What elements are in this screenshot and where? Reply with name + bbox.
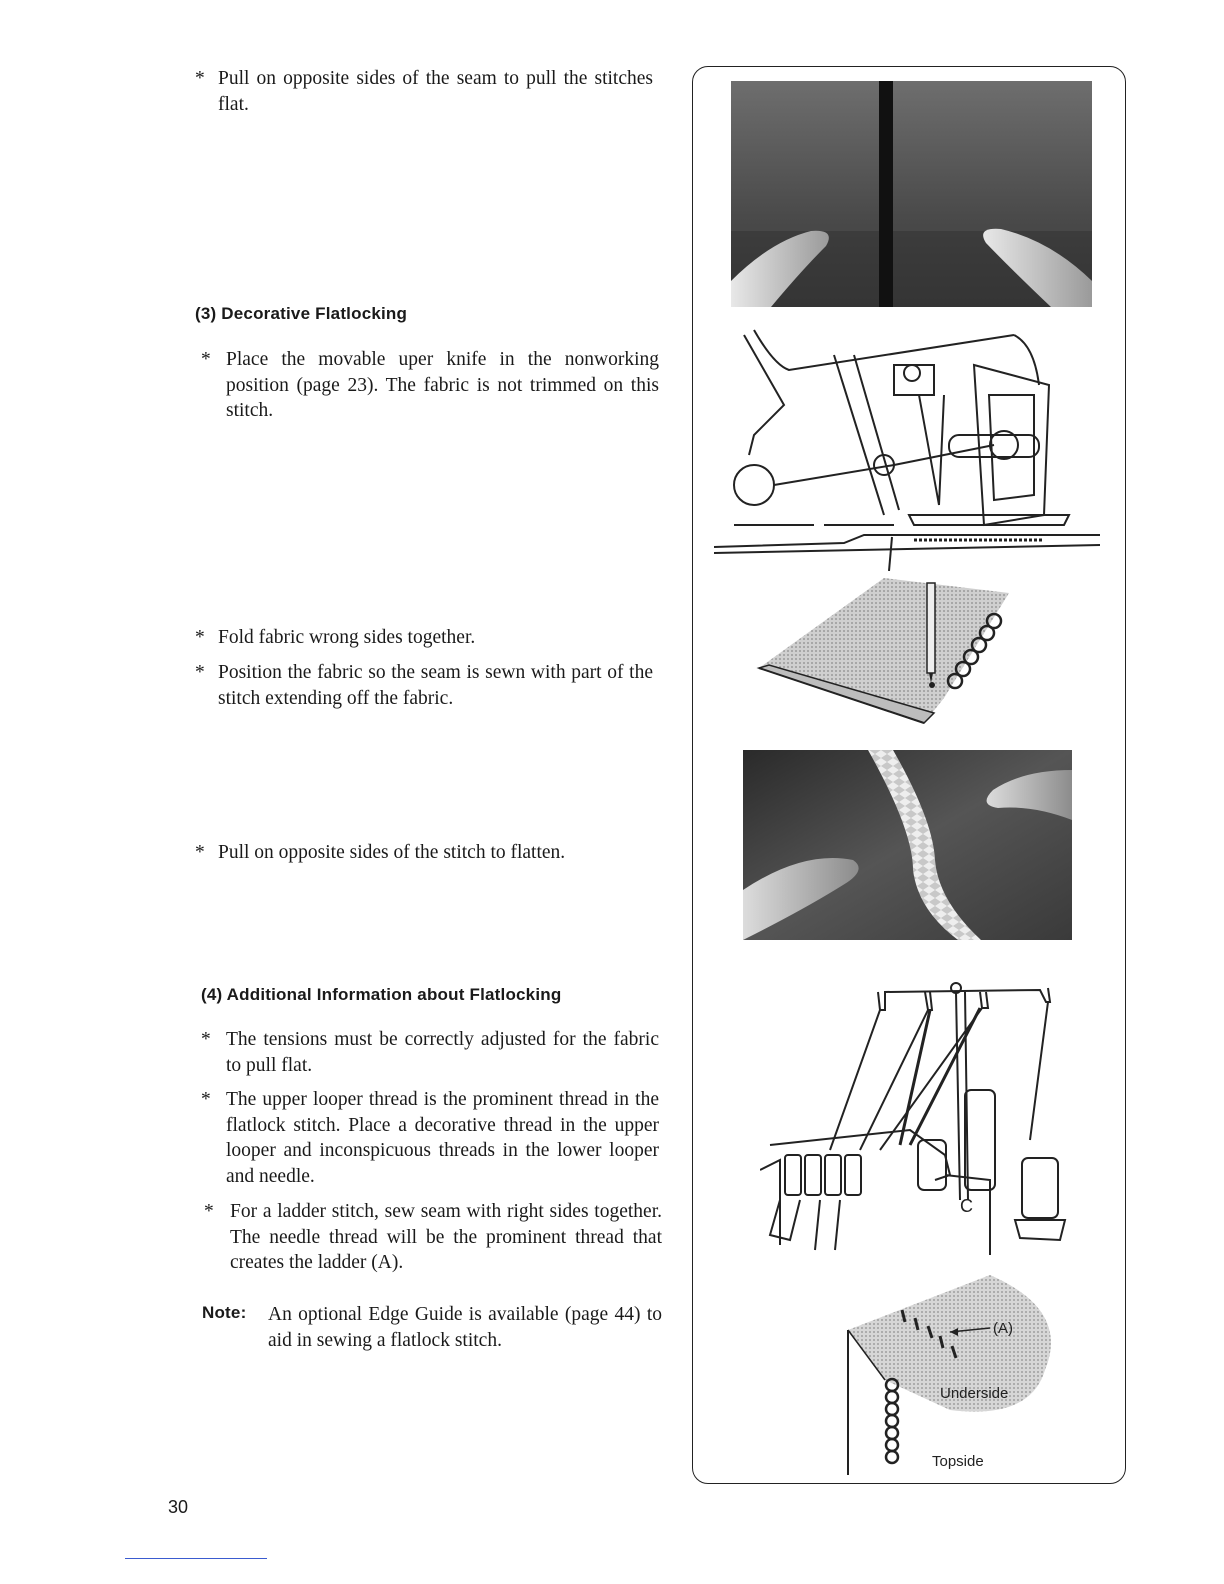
section-4-bullet-1	[201, 1027, 659, 1078]
bullet-text: Place the movable uper knife in the nonworking position (page 23). The fabric is not trimmed on this stitch.	[226, 349, 659, 421]
section-3-bullet-4	[195, 840, 653, 866]
photo-pull-seam-flat	[731, 81, 1092, 307]
bullet-star: *	[195, 68, 205, 89]
bullet-text: The tensions must be correctly adjusted for the fabric to pull flat.	[226, 1029, 659, 1076]
bullet-text: The upper looper thread is the prominent thread in the flatlock stitch. Place a decorative thread in the upper looper and inconspicuous threads in the lower looper and needle.	[226, 1089, 659, 1187]
bullet-star: *	[204, 1201, 214, 1222]
bullet-star: *	[195, 662, 205, 683]
bullet-star: *	[201, 1029, 211, 1050]
section-4-bullet-2	[201, 1087, 659, 1189]
bullet-text: Fold fabric wrong sides together.	[218, 627, 476, 648]
section-4-bullet-3	[204, 1199, 662, 1276]
thread-stand-label-c: C	[960, 1196, 973, 1216]
note-text: An optional Edge Guide is available (page 44) to aid in sewing a flatlock stitch.	[268, 1304, 662, 1351]
diagram-ladder-stitch	[840, 1270, 1072, 1475]
note	[202, 1302, 662, 1353]
bullet-text: Pull on opposite sides of the stitch to flatten.	[218, 842, 566, 863]
photo-flatten-stitch	[743, 750, 1072, 940]
section-3-heading: (3) Decorative Flatlocking	[195, 304, 408, 323]
bullet-star: *	[201, 349, 211, 370]
bullet-star: *	[195, 842, 205, 863]
footer-rule	[125, 1558, 267, 1559]
label-ladder-a: (A)	[993, 1320, 1013, 1337]
diagram-folded-fabric	[754, 573, 1020, 733]
intro-bullet	[195, 66, 653, 117]
note-label: Note:	[202, 1303, 247, 1322]
bullet-text: Position the fabric so the seam is sewn with part of the stitch extending off the fabric.	[218, 662, 653, 709]
bullet-star: *	[201, 1089, 211, 1110]
section-4-heading: (4) Additional Information about Flatlocking	[201, 985, 562, 1004]
bullet-text: For a ladder stitch, sew seam with right sides together. The needle thread will be the prominent thread that creates the ladder (A).	[230, 1201, 662, 1273]
bullet-star: *	[195, 627, 205, 648]
section-3-bullet-2	[195, 625, 653, 651]
diagram-thread-stand	[760, 980, 1070, 1255]
section-3-bullet-3	[195, 660, 653, 711]
label-underside: Underside	[940, 1385, 1009, 1402]
section-3-bullet-1	[201, 347, 659, 424]
label-topside: Topside	[932, 1453, 984, 1470]
page-number: 30	[168, 1497, 189, 1517]
diagram-knife-position	[714, 325, 1100, 571]
bullet-text: Pull on opposite sides of the seam to pull the stitches flat.	[218, 68, 653, 115]
